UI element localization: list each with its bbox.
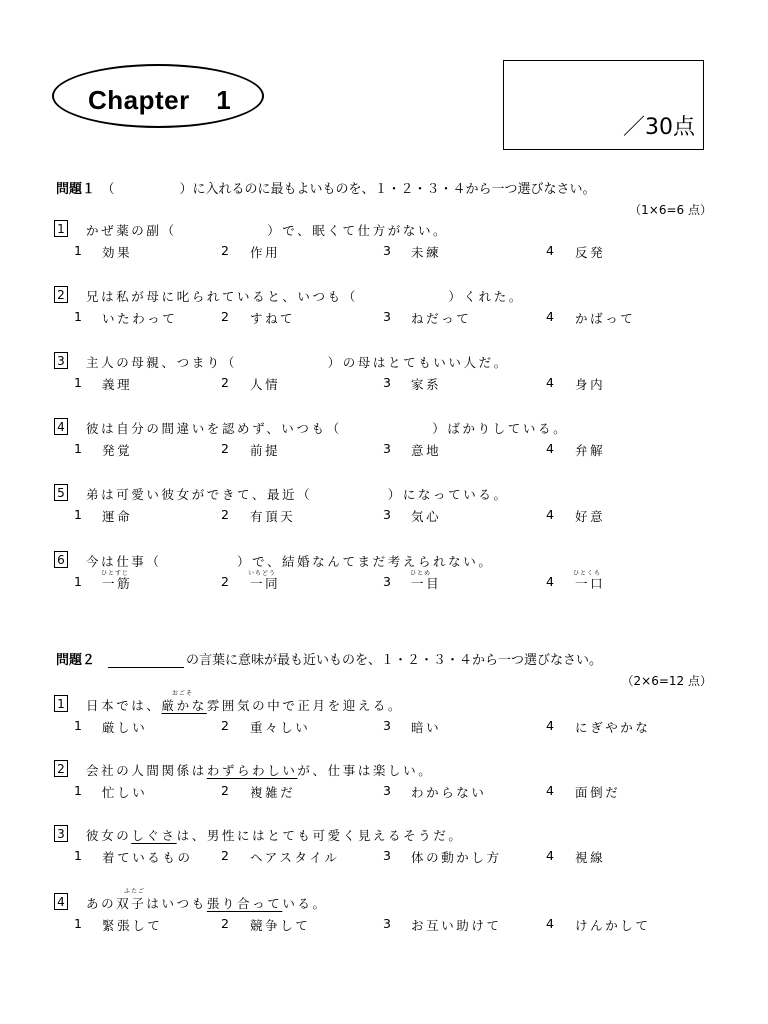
option-text: 反発 (575, 245, 606, 260)
option-text: 身内 (575, 377, 606, 392)
option-text: 意地 (411, 443, 442, 458)
option-text: いたわって (102, 311, 178, 326)
question-text: 兄は私が母に叱られていると、いつも（ ）くれた。 (86, 289, 524, 304)
question-text-after: が、仕事は楽しい。 (297, 763, 434, 778)
option-number: 4 (546, 507, 557, 522)
option-text: 弁解 (575, 443, 606, 458)
option-number: 2 (221, 848, 232, 863)
option-number: 1 (74, 574, 85, 589)
option-text: ねだって (411, 311, 472, 326)
option-text: ヘアスタイル (250, 850, 340, 865)
question-text (86, 696, 403, 714)
option-text: 一同 (250, 576, 281, 591)
question-number-box: 6 (54, 551, 68, 568)
section2-label: 問題２ (56, 653, 96, 668)
option-number: 2 (221, 441, 232, 456)
option-text: 人情 (250, 377, 281, 392)
option-text: 作用 (250, 245, 281, 260)
option-number: 2 (221, 375, 232, 390)
option-text: 有頂天 (250, 509, 296, 524)
question-text-before: 会社の人間関係は (86, 763, 207, 778)
option-text: 暗い (411, 720, 442, 735)
option-number: 4 (546, 309, 557, 324)
option-number: 3 (383, 243, 394, 258)
option-number: 1 (74, 718, 85, 733)
option-text: 厳しい (102, 720, 148, 735)
option-text: 義理 (102, 377, 133, 392)
option-text: にぎやかな (575, 720, 651, 735)
furigana: いちどう (248, 570, 277, 577)
furigana: ひとくち (573, 570, 602, 577)
question-number-box: 3 (54, 825, 68, 842)
option-text: わからない (411, 785, 487, 800)
option-number: 1 (74, 309, 85, 324)
underlined-target-word: わずらわしい (206, 763, 298, 778)
question-text-before: あの双子はいつも (86, 896, 207, 911)
option-text: 体の動かし方 (411, 850, 502, 865)
option-text: 複雑だ (250, 785, 296, 800)
question-number-box: 1 (54, 220, 68, 237)
furigana: ひとめ (410, 570, 432, 577)
question-text: 今は仕事（ ）で、結婚なんてまだ考えられない。 (86, 554, 494, 569)
option-number: 2 (221, 718, 232, 733)
question-text (86, 826, 464, 844)
option-number: 2 (221, 309, 232, 324)
question-text: 主人の母親、つまり（ ）の母はとてもいい人だ。 (86, 355, 509, 370)
furigana: おごそ (172, 690, 194, 697)
option-text: 好意 (575, 509, 606, 524)
underlined-target-word: しぐさ (131, 828, 177, 843)
option-number: 4 (546, 375, 557, 390)
question-number-box: 4 (54, 418, 68, 435)
question-text-after: いる。 (282, 896, 328, 911)
option-number: 3 (383, 848, 394, 863)
option-text: 運命 (102, 509, 133, 524)
option-text: 未練 (411, 245, 442, 260)
option-number: 3 (383, 441, 394, 456)
section2-heading (56, 649, 602, 668)
question-number-box: 2 (54, 286, 68, 303)
option-text: 視線 (575, 850, 606, 865)
option-number: 4 (546, 916, 557, 931)
score-box (503, 60, 704, 150)
question-text: かぜ薬の副（ ）で、眠くて仕方がない。 (86, 223, 449, 238)
question-text-after: は、男性にはとても可愛く見えるそうだ。 (176, 828, 464, 843)
option-number: 1 (74, 375, 85, 390)
option-number: 1 (74, 916, 85, 931)
option-number: 4 (546, 243, 557, 258)
option-number: 4 (546, 441, 557, 456)
option-number: 2 (221, 507, 232, 522)
section1-points: （1×6=6 点） (629, 203, 712, 217)
option-text: 忙しい (102, 785, 148, 800)
option-text: 競争して (250, 918, 311, 933)
chapter-title: Chapter 1 (88, 85, 232, 115)
option-number: 2 (221, 783, 232, 798)
option-text: 着ているもの (102, 850, 193, 865)
furigana: ひとすじ (101, 570, 130, 577)
section2-underline-blank (108, 654, 184, 668)
question-text: 弟は可愛い彼女ができて、最近（ ）になっている。 (86, 487, 509, 502)
option-number: 1 (74, 507, 85, 522)
option-number: 2 (221, 916, 232, 931)
option-number: 3 (383, 916, 394, 931)
option-number: 1 (74, 243, 85, 258)
option-number: 2 (221, 243, 232, 258)
option-text: 一目 (411, 576, 442, 591)
section1-label: 問題１ (56, 182, 96, 197)
section1-instruction: （ ）に入れるのに最もよいものを、１・２・３・４から一つ選びなさい。 (108, 182, 596, 197)
section2-instruction: の言葉に意味が最も近いものを、１・２・３・４から一つ選びなさい。 (186, 653, 603, 668)
underlined-target-word: 厳かな (161, 698, 207, 713)
option-text: 効果 (102, 245, 133, 260)
option-number: 3 (383, 718, 394, 733)
option-text: 気心 (411, 509, 442, 524)
option-number: 4 (546, 783, 557, 798)
option-text: けんかして (575, 918, 651, 933)
question-number-box: 2 (54, 760, 68, 777)
option-number: 1 (74, 441, 85, 456)
option-text: 家系 (411, 377, 442, 392)
section2-points: （2×6=12 点） (621, 674, 712, 688)
option-number: 4 (546, 574, 557, 589)
option-number: 3 (383, 309, 394, 324)
score-text: ／30点 (623, 115, 695, 140)
option-text: 緊張して (102, 918, 163, 933)
question-text (86, 894, 328, 912)
question-number-box: 4 (54, 893, 68, 910)
furigana: ふたご (124, 888, 146, 895)
option-number: 3 (383, 507, 394, 522)
option-text: お互い助けて (411, 918, 502, 933)
underlined-target-word: 張り合って (206, 896, 283, 911)
option-text: 発覚 (102, 443, 133, 458)
section1-heading (56, 178, 596, 197)
option-number: 1 (74, 783, 85, 798)
option-text: 一筋 (102, 576, 133, 591)
option-text: 前提 (250, 443, 281, 458)
option-text: 面倒だ (575, 785, 621, 800)
question-text: 彼は自分の間違いを認めず、いつも（ ）ばかりしている。 (86, 421, 569, 436)
question-text (86, 761, 433, 779)
option-text: すねて (250, 311, 295, 326)
question-number-box: 5 (54, 484, 68, 501)
option-number: 2 (221, 574, 232, 589)
option-number: 3 (383, 574, 394, 589)
option-number: 4 (546, 718, 557, 733)
question-text-after: 雰囲気の中で正月を迎える。 (206, 698, 404, 713)
option-number: 1 (74, 848, 85, 863)
option-text: 一口 (575, 576, 606, 591)
question-text-before: 彼女の (86, 828, 132, 843)
question-number-box: 1 (54, 695, 68, 712)
question-number-box: 3 (54, 352, 68, 369)
option-text: 重々しい (250, 720, 311, 735)
option-number: 3 (383, 375, 394, 390)
option-number: 3 (383, 783, 394, 798)
option-text: かばって (575, 311, 636, 326)
option-number: 4 (546, 848, 557, 863)
question-text-before: 日本では、 (86, 698, 162, 713)
